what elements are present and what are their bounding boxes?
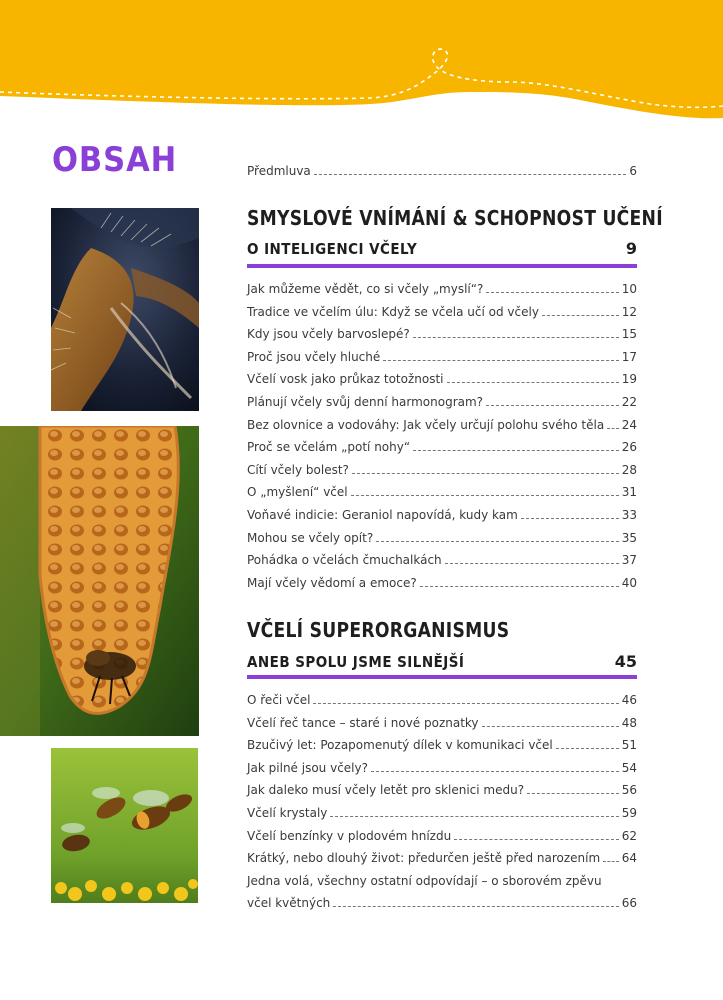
dot-leader — [454, 835, 619, 840]
section-subtitle: ANEB SPOLU JSME SILNĚJŠÍ — [247, 653, 465, 671]
section-page: 45 — [614, 652, 637, 671]
toc-entry-page: 66 — [621, 896, 637, 911]
toc-entry-title: O řeči včel — [247, 693, 311, 707]
dot-leader — [352, 469, 619, 474]
toc-entry[interactable] — [247, 525, 637, 545]
dot-leader — [486, 401, 619, 406]
dot-leader — [330, 812, 618, 817]
toc-entry-title: Včelí benzínky v plodovém hnízdu — [247, 828, 452, 843]
toc-entry-title: Jak daleko musí včely letět pro sklenici medu? — [247, 783, 525, 798]
dot-leader — [556, 744, 619, 749]
dot-leader — [607, 424, 619, 429]
dot-leader — [521, 514, 619, 519]
toc-entry-title: Voňavé indicie: Geraniol napovídá, kudy kam — [247, 508, 518, 522]
toc-entry[interactable] — [247, 502, 637, 522]
toc-entry[interactable] — [247, 389, 637, 409]
toc-entry-title: Krátký, nebo dlouhý život: předurčen ještě před narozením — [247, 851, 601, 866]
toc-entry-title: Pohádka o včelách čmuchalkách — [247, 553, 442, 568]
dot-leader — [447, 378, 619, 383]
flying-bees-photo — [51, 748, 198, 903]
toc-entry-page: 22 — [621, 395, 637, 409]
toc-entry-title: O „myšlení“ včel — [247, 485, 348, 500]
toc-entry-page: 64 — [621, 851, 637, 866]
toc-entry-title: Bzučivý let: Pozapomenutý dílek v komunikaci včel — [247, 738, 553, 753]
toc-entry[interactable] — [247, 800, 637, 820]
toc-entry[interactable] — [247, 777, 637, 797]
toc-entry-title: Jak pilné jsou včely? — [247, 760, 368, 775]
toc-entry-title: Plánují včely svůj denní harmonogram? — [247, 395, 484, 409]
dot-leader — [445, 559, 619, 564]
toc-entry[interactable] — [247, 434, 637, 454]
top-wave-band — [0, 0, 723, 140]
toc-entry-page: 24 — [621, 417, 637, 432]
toc-entry[interactable] — [247, 547, 637, 567]
dot-leader — [542, 311, 619, 316]
toc-entry-page: 10 — [621, 282, 637, 296]
toc-entry-title: Jedna volá, všechny ostatní odpovídají – o sborovém zpěvu — [247, 873, 602, 888]
dot-leader — [603, 857, 619, 862]
toc-entry[interactable] — [247, 570, 637, 590]
toc-entry-page: 12 — [621, 304, 637, 319]
toc-entry-page: 15 — [621, 327, 637, 342]
toc-entry-page: 26 — [621, 440, 637, 455]
toc-entry-page: 6 — [629, 164, 637, 178]
toc-entry-title: Proč jsou včely hluché — [247, 349, 381, 364]
toc-entry-page: 31 — [621, 485, 637, 500]
toc-entry-continued[interactable] — [247, 890, 637, 910]
toc-entry[interactable] — [247, 457, 637, 477]
dot-leader — [351, 491, 619, 496]
toc-entry-title: Mohou se včely opít? — [247, 530, 374, 545]
toc-entry-page: 54 — [621, 760, 637, 775]
toc-entry-page: 48 — [621, 715, 637, 730]
dot-leader — [313, 699, 618, 704]
section-subtitle-row[interactable] — [247, 236, 637, 258]
toc-entry-page: 59 — [621, 806, 637, 820]
section-subtitle: O INTELIGENCI VČELY — [247, 240, 418, 258]
toc-entry-title: Kdy jsou včely barvoslepé? — [247, 327, 410, 342]
dot-leader — [413, 333, 619, 338]
toc-entry-title: Včelí vosk jako průkaz totožnosti — [247, 372, 444, 387]
toc-entry-page: 17 — [621, 349, 637, 364]
honeycomb-photo — [0, 426, 199, 736]
dot-leader — [383, 356, 618, 361]
toc-entry-page: 28 — [621, 462, 637, 477]
toc-entry-page: 37 — [621, 553, 637, 568]
toc-entry-title: Jak můžeme vědět, co si včely „myslí“? — [247, 282, 484, 296]
dot-leader — [376, 537, 619, 542]
toc-entry-title: Cítí včely bolest? — [247, 462, 349, 477]
section-title: SMYSLOVÉ VNÍMÁNÍ & SCHOPNOST UČENÍ — [247, 206, 663, 230]
toc-entry[interactable] — [247, 868, 637, 888]
toc-entry[interactable] — [247, 687, 637, 707]
contents-heading: OBSAH — [52, 140, 178, 180]
toc-entry-page: 35 — [621, 530, 637, 545]
dot-leader — [333, 902, 618, 907]
section-divider — [247, 675, 637, 679]
toc-entry-title: Tradice ve včelím úlu: Když se včela učí od včely — [247, 304, 539, 319]
toc-entry[interactable] — [247, 479, 637, 499]
toc-entry[interactable] — [247, 412, 637, 432]
dot-leader — [314, 170, 627, 175]
toc-entry-page: 19 — [621, 372, 637, 387]
dot-leader — [527, 789, 619, 794]
toc-entry[interactable] — [247, 710, 637, 730]
toc-entry-title: Předmluva — [247, 164, 311, 178]
toc-entry[interactable] — [247, 366, 637, 386]
section-title: VČELÍ SUPERORGANISMUS — [247, 618, 510, 642]
dot-leader — [420, 582, 619, 587]
dot-leader — [413, 446, 619, 451]
toc-entry[interactable] — [247, 732, 637, 752]
toc-entry[interactable] — [247, 344, 637, 364]
toc-entry[interactable] — [247, 845, 637, 865]
section-page: 9 — [625, 239, 637, 258]
toc-entry-preface[interactable] — [247, 158, 637, 178]
toc-entry[interactable] — [247, 276, 637, 296]
toc-entry-title: Včelí řeč tance – staré i nové poznatky — [247, 715, 479, 730]
toc-entry[interactable] — [247, 321, 637, 341]
toc-entry-title: Bez olovnice a vodováhy: Jak včely určují polohu svého těla — [247, 417, 605, 432]
dot-leader — [371, 767, 619, 772]
toc-entry[interactable] — [247, 755, 637, 775]
bee-leg-closeup-photo — [51, 208, 199, 411]
toc-entry-title: Včelí krystaly — [247, 806, 328, 820]
toc-entry-page: 40 — [621, 575, 637, 590]
section-divider — [247, 264, 637, 268]
section-subtitle-row[interactable] — [247, 649, 637, 671]
toc-entry-page: 56 — [621, 783, 637, 798]
toc-entry-page: 51 — [621, 738, 637, 753]
toc-entry-page: 33 — [621, 508, 637, 522]
dot-leader — [486, 288, 618, 293]
dot-leader — [482, 722, 619, 727]
toc-entry-title: Proč se včelám „potí nohy“ — [247, 440, 411, 455]
toc-entry-page: 46 — [621, 693, 637, 707]
toc-entry-title: Mají včely vědomí a emoce? — [247, 575, 417, 590]
toc-entry[interactable] — [247, 823, 637, 843]
toc-entry[interactable] — [247, 299, 637, 319]
toc-entry-title-line2: včel květných — [247, 896, 331, 911]
toc-entry-page: 62 — [621, 828, 637, 843]
